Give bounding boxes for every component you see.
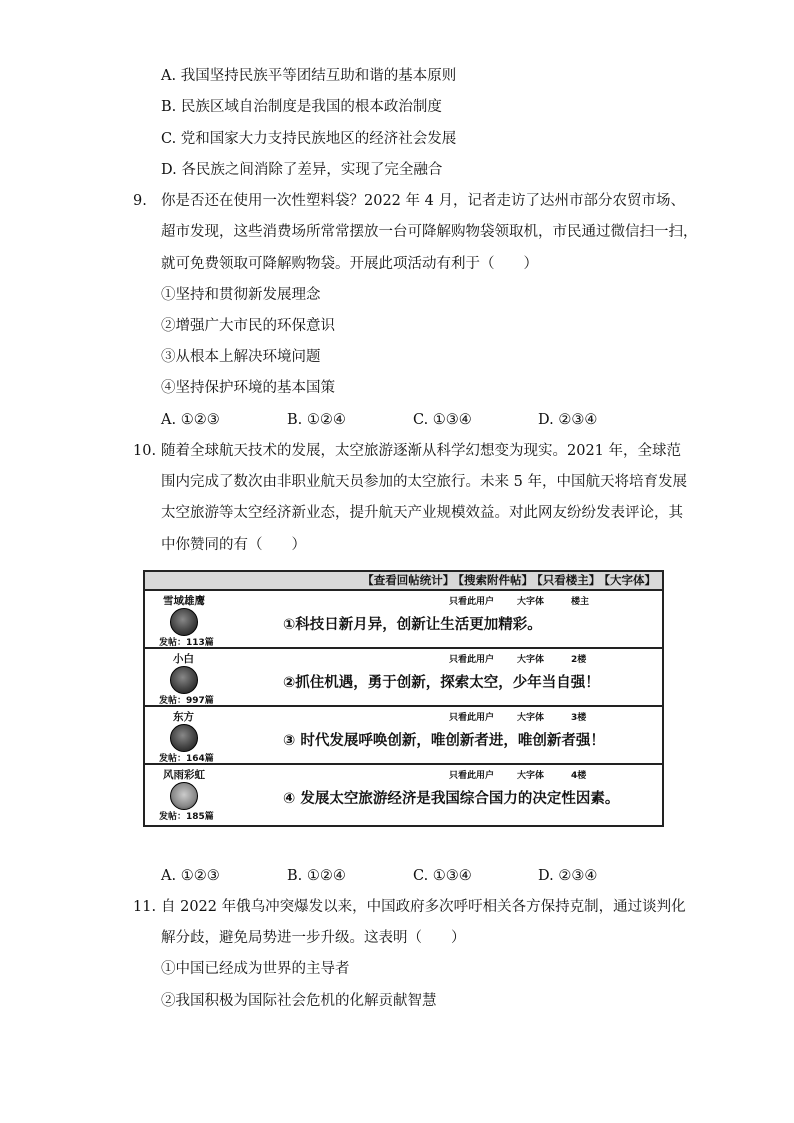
q9-stem-line3: 就可免费领取可降解购物袋。开展此项活动有利于（ ） [161, 256, 538, 272]
q11-item-2: ②我国积极为国际社会危机的化解贡献智慧 [161, 993, 437, 1009]
q8-option-c: C. 党和国家大力支持民族地区的经济社会发展 [161, 131, 457, 147]
forum-post-4 [145, 765, 662, 823]
q9-item-4: ④坚持保护环境的基本国策 [161, 380, 335, 396]
q10-stem-line4: 中你赞同的有（ ） [161, 537, 306, 553]
forum-post-1 [145, 591, 662, 649]
q8-option-d: D. 各民族之间消除了差异，实现了完全融合 [161, 162, 443, 178]
q11-stem-line1: 自 2022 年俄乌冲突爆发以来，中国政府多次呼吁相关各方保持克制，通过谈判化 [161, 899, 686, 915]
avatar [170, 666, 198, 694]
q10-stem-line3: 太空旅游等太空经济新业态，提升航天产业规模效益。对此网友纷纷发表评论，其 [161, 505, 683, 521]
q10-choice-b: B. ①②④ [287, 868, 346, 884]
post-username: 风雨彩虹 [163, 769, 205, 781]
post-message: ①科技日新月异，创新让生活更加精彩。 [283, 617, 542, 633]
toolbar-attachments: 【搜索附件帖】 [458, 573, 533, 587]
avatar [170, 782, 198, 810]
q9-stem-line1: 你是否还在使用一次性塑料袋？2022 年 4 月，记者走访了达州市部分农贸市场、 [161, 193, 685, 209]
post-count: 发帖：113篇 [159, 638, 214, 648]
forum-figure [143, 570, 664, 827]
post-username: 小白 [173, 653, 194, 665]
toolbar-only-op: 【只看楼主】 [537, 573, 601, 587]
only-this-user: 只看此用户 [449, 713, 495, 723]
q10-number: 10. [133, 443, 157, 459]
post-message: ④ 发展太空旅游经济是我国综合国力的决定性因素。 [283, 791, 620, 807]
q9-item-1: ①坚持和贯彻新发展理念 [161, 287, 321, 303]
toolbar-reply-stats: 【查看回帖统计】 [362, 573, 455, 587]
q8-option-b: B. 民族区域自治制度是我国的根本政治制度 [161, 99, 442, 115]
large-font: 大字体 [517, 597, 545, 607]
only-this-user: 只看此用户 [449, 655, 495, 665]
avatar [170, 724, 198, 752]
q11-number: 11. [133, 899, 157, 915]
q10-stem-line1: 随着全球航天技术的发展，太空旅游逐渐从科学幻想变为现实。2021 年，全球范 [161, 443, 682, 459]
avatar [170, 608, 198, 636]
q9-number: 9. [133, 193, 147, 209]
q11-item-1: ①中国已经成为世界的主导者 [161, 961, 350, 977]
q10-stem-line2: 围内完成了数次由非职业航天员参加的太空旅行。未来 5 年，中国航天将培育发展 [161, 474, 687, 490]
q10-choice-c: C. ①③④ [413, 868, 472, 884]
q9-item-2: ②增强广大市民的环保意识 [161, 318, 335, 334]
post-message: ②抓住机遇，勇于创新，探索太空，少年当自强！ [283, 675, 600, 691]
large-font: 大字体 [517, 713, 545, 723]
q9-choice-a: A. ①②③ [161, 412, 220, 428]
q9-choice-c: C. ①③④ [413, 412, 472, 428]
q10-choice-a: A. ①②③ [161, 868, 220, 884]
floor-label: 2楼 [571, 655, 587, 665]
forum-toolbar [145, 572, 662, 591]
post-username: 雪域雄鹰 [163, 595, 205, 607]
q8-option-a: A. 我国坚持民族平等团结互助和谐的基本原则 [161, 68, 457, 84]
only-this-user: 只看此用户 [449, 771, 495, 781]
floor-label: 楼主 [571, 597, 590, 607]
floor-label: 3楼 [571, 713, 587, 723]
post-count: 发帖：997篇 [159, 696, 214, 706]
floor-label: 4楼 [571, 771, 587, 781]
q9-choice-d: D. ②③④ [538, 412, 598, 428]
large-font: 大字体 [517, 655, 545, 665]
q10-choice-d: D. ②③④ [538, 868, 598, 884]
post-username: 东方 [173, 711, 194, 723]
forum-post-3 [145, 707, 662, 765]
q11-stem-line2: 解分歧，避免局势进一步升级。这表明（ ） [161, 930, 466, 946]
only-this-user: 只看此用户 [449, 597, 495, 607]
toolbar-large-font: 【大字体】 [604, 573, 656, 587]
forum-post-2 [145, 649, 662, 707]
q9-stem-line2: 超市发现，这些消费场所常常摆放一台可降解购物袋领取机，市民通过微信扫一扫， [161, 224, 698, 240]
large-font: 大字体 [517, 771, 545, 781]
post-count: 发帖：164篇 [159, 754, 214, 764]
post-count: 发帖：185篇 [159, 812, 214, 822]
q9-choice-b: B. ①②④ [287, 412, 346, 428]
q9-item-3: ③从根本上解决环境问题 [161, 349, 321, 365]
post-message: ③ 时代发展呼唤创新，唯创新者进，唯创新者强！ [283, 733, 605, 749]
